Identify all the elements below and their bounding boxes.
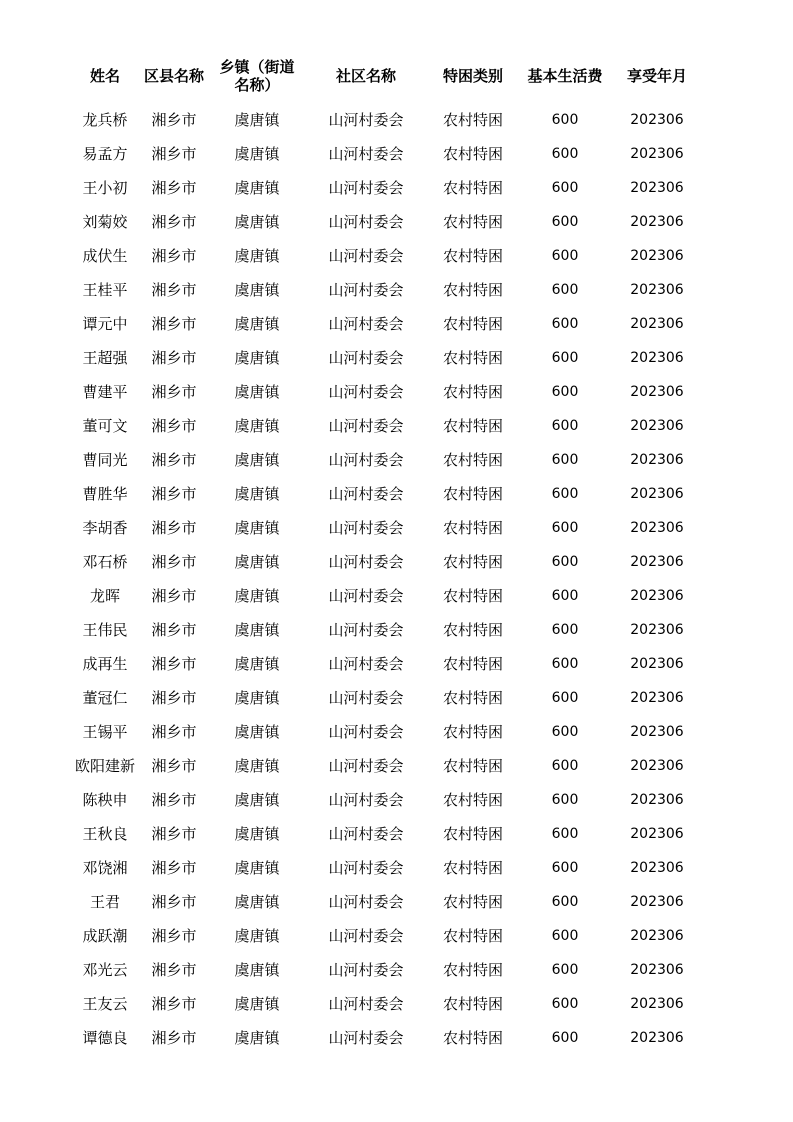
town-cell: 虞唐镇 — [234, 1029, 280, 1047]
name-cell: 邓饶湘 — [82, 859, 128, 877]
category-cell: 农村特困 — [442, 315, 503, 333]
month-cell: 202306 — [630, 622, 684, 638]
town-cell: 虞唐镇 — [234, 417, 280, 435]
category-cell: 农村特困 — [442, 519, 503, 537]
category-cell: 农村特困 — [442, 757, 503, 775]
month-cell: 202306 — [630, 384, 684, 400]
fee-cell: 600 — [551, 486, 579, 502]
table-row — [0, 409, 793, 443]
category-cell: 农村特困 — [442, 587, 503, 605]
table-row — [0, 375, 793, 409]
fee-cell: 600 — [551, 520, 579, 536]
town-cell: 虞唐镇 — [234, 247, 280, 265]
county-cell: 湘乡市 — [151, 757, 197, 775]
table-row — [0, 749, 793, 783]
town-cell: 虞唐镇 — [234, 961, 280, 979]
county-cell: 湘乡市 — [151, 179, 197, 197]
month-cell: 202306 — [630, 588, 684, 604]
county-cell: 湘乡市 — [151, 893, 197, 911]
fee-cell: 600 — [551, 622, 579, 638]
county-cell: 湘乡市 — [151, 451, 197, 469]
category-cell: 农村特困 — [442, 825, 503, 843]
name-cell: 王桂平 — [82, 281, 128, 299]
table-row — [0, 817, 793, 851]
community-cell: 山河村委会 — [328, 111, 404, 129]
town-cell: 虞唐镇 — [234, 689, 280, 707]
category-cell: 农村特困 — [442, 655, 503, 673]
town-cell: 虞唐镇 — [234, 111, 280, 129]
town-cell: 虞唐镇 — [234, 315, 280, 333]
name-cell: 龙晖 — [89, 587, 120, 605]
table-row — [0, 987, 793, 1021]
category-cell: 农村特困 — [442, 859, 503, 877]
community-cell: 山河村委会 — [328, 825, 404, 843]
fee-cell: 600 — [551, 996, 579, 1012]
community-cell: 山河村委会 — [328, 723, 404, 741]
name-cell: 王秋良 — [82, 825, 128, 843]
town-cell: 虞唐镇 — [234, 893, 280, 911]
fee-cell: 600 — [551, 214, 579, 230]
table-row — [0, 919, 793, 953]
month-cell: 202306 — [630, 962, 684, 978]
town-cell: 虞唐镇 — [234, 791, 280, 809]
fee-cell: 600 — [551, 418, 579, 434]
community-cell: 山河村委会 — [328, 893, 404, 911]
month-cell: 202306 — [630, 1030, 684, 1046]
name-cell: 王超强 — [82, 349, 128, 367]
category-cell: 农村特困 — [442, 791, 503, 809]
county-cell: 湘乡市 — [151, 111, 197, 129]
county-cell: 湘乡市 — [151, 417, 197, 435]
table-row — [0, 205, 793, 239]
category-cell: 农村特困 — [442, 927, 503, 945]
community-cell: 山河村委会 — [328, 859, 404, 877]
category-cell: 农村特困 — [442, 145, 503, 163]
fee-cell: 600 — [551, 1030, 579, 1046]
county-cell: 湘乡市 — [151, 723, 197, 741]
town-cell: 虞唐镇 — [234, 213, 280, 231]
town-cell: 虞唐镇 — [234, 655, 280, 673]
fee-cell: 600 — [551, 350, 579, 366]
fee-cell: 600 — [551, 724, 579, 740]
table-row — [0, 273, 793, 307]
county-cell: 湘乡市 — [151, 1029, 197, 1047]
fee-cell: 600 — [551, 656, 579, 672]
community-cell: 山河村委会 — [328, 247, 404, 265]
category-cell: 农村特困 — [442, 281, 503, 299]
month-cell: 202306 — [630, 486, 684, 502]
category-cell: 农村特困 — [442, 961, 503, 979]
header-category: 特困类别 — [442, 67, 503, 85]
county-cell: 湘乡市 — [151, 961, 197, 979]
category-cell: 农村特困 — [442, 485, 503, 503]
name-cell: 邓光云 — [82, 961, 128, 979]
fee-cell: 600 — [551, 962, 579, 978]
header-town: 乡镇（街道名称） — [219, 58, 295, 94]
name-cell: 成再生 — [82, 655, 128, 673]
county-cell: 湘乡市 — [151, 247, 197, 265]
town-cell: 虞唐镇 — [234, 995, 280, 1013]
town-cell: 虞唐镇 — [234, 349, 280, 367]
month-cell: 202306 — [630, 520, 684, 536]
category-cell: 农村特困 — [442, 553, 503, 571]
table-body — [0, 103, 793, 1055]
name-cell: 董可文 — [82, 417, 128, 435]
category-cell: 农村特困 — [442, 349, 503, 367]
table-row — [0, 579, 793, 613]
table-row — [0, 885, 793, 919]
county-cell: 湘乡市 — [151, 213, 197, 231]
fee-cell: 600 — [551, 758, 579, 774]
name-cell: 曹胜华 — [82, 485, 128, 503]
fee-cell: 600 — [551, 894, 579, 910]
county-cell: 湘乡市 — [151, 519, 197, 537]
table-row — [0, 681, 793, 715]
community-cell: 山河村委会 — [328, 179, 404, 197]
category-cell: 农村特困 — [442, 417, 503, 435]
header-fee: 基本生活费 — [527, 67, 603, 85]
name-cell: 董冠仁 — [82, 689, 128, 707]
category-cell: 农村特困 — [442, 1029, 503, 1047]
community-cell: 山河村委会 — [328, 519, 404, 537]
name-cell: 李胡香 — [82, 519, 128, 537]
name-cell: 谭元中 — [82, 315, 128, 333]
name-cell: 曹同光 — [82, 451, 128, 469]
category-cell: 农村特困 — [442, 995, 503, 1013]
table-row — [0, 545, 793, 579]
category-cell: 农村特困 — [442, 451, 503, 469]
town-cell: 虞唐镇 — [234, 383, 280, 401]
community-cell: 山河村委会 — [328, 927, 404, 945]
county-cell: 湘乡市 — [151, 587, 197, 605]
fee-cell: 600 — [551, 792, 579, 808]
community-cell: 山河村委会 — [328, 621, 404, 639]
county-cell: 湘乡市 — [151, 859, 197, 877]
month-cell: 202306 — [630, 724, 684, 740]
town-cell: 虞唐镇 — [234, 281, 280, 299]
month-cell: 202306 — [630, 180, 684, 196]
fee-cell: 600 — [551, 146, 579, 162]
name-cell: 陈秧申 — [82, 791, 128, 809]
table-row — [0, 715, 793, 749]
category-cell: 农村特困 — [442, 213, 503, 231]
fee-cell: 600 — [551, 282, 579, 298]
header-community: 社区名称 — [335, 67, 396, 85]
month-cell: 202306 — [630, 112, 684, 128]
table-row — [0, 1021, 793, 1055]
month-cell: 202306 — [630, 146, 684, 162]
month-cell: 202306 — [630, 792, 684, 808]
town-cell: 虞唐镇 — [234, 825, 280, 843]
month-cell: 202306 — [630, 418, 684, 434]
header-name: 姓名 — [89, 67, 120, 85]
name-cell: 易孟方 — [82, 145, 128, 163]
name-cell: 刘菊姣 — [82, 213, 128, 231]
county-cell: 湘乡市 — [151, 383, 197, 401]
category-cell: 农村特困 — [442, 111, 503, 129]
county-cell: 湘乡市 — [151, 791, 197, 809]
community-cell: 山河村委会 — [328, 961, 404, 979]
month-cell: 202306 — [630, 248, 684, 264]
table-row — [0, 171, 793, 205]
town-cell: 虞唐镇 — [234, 519, 280, 537]
fee-cell: 600 — [551, 112, 579, 128]
county-cell: 湘乡市 — [151, 349, 197, 367]
table-row — [0, 851, 793, 885]
county-cell: 湘乡市 — [151, 145, 197, 163]
community-cell: 山河村委会 — [328, 383, 404, 401]
community-cell: 山河村委会 — [328, 417, 404, 435]
month-cell: 202306 — [630, 894, 684, 910]
community-cell: 山河村委会 — [328, 995, 404, 1013]
category-cell: 农村特困 — [442, 179, 503, 197]
month-cell: 202306 — [630, 758, 684, 774]
header-county: 区县名称 — [143, 67, 204, 85]
fee-cell: 600 — [551, 928, 579, 944]
fee-cell: 600 — [551, 826, 579, 842]
name-cell: 欧阳建新 — [74, 757, 135, 775]
category-cell: 农村特困 — [442, 893, 503, 911]
community-cell: 山河村委会 — [328, 791, 404, 809]
county-cell: 湘乡市 — [151, 927, 197, 945]
fee-cell: 600 — [551, 248, 579, 264]
town-cell: 虞唐镇 — [234, 145, 280, 163]
town-cell: 虞唐镇 — [234, 723, 280, 741]
name-cell: 龙兵桥 — [82, 111, 128, 129]
category-cell: 农村特困 — [442, 689, 503, 707]
month-cell: 202306 — [630, 690, 684, 706]
county-cell: 湘乡市 — [151, 689, 197, 707]
name-cell: 王君 — [89, 893, 120, 911]
table-row — [0, 613, 793, 647]
name-cell: 王锡平 — [82, 723, 128, 741]
fee-cell: 600 — [551, 316, 579, 332]
table-row — [0, 443, 793, 477]
month-cell: 202306 — [630, 554, 684, 570]
community-cell: 山河村委会 — [328, 587, 404, 605]
table-row — [0, 137, 793, 171]
month-cell: 202306 — [630, 860, 684, 876]
table-row — [0, 477, 793, 511]
community-cell: 山河村委会 — [328, 213, 404, 231]
month-cell: 202306 — [630, 282, 684, 298]
table-row — [0, 783, 793, 817]
month-cell: 202306 — [630, 928, 684, 944]
town-cell: 虞唐镇 — [234, 587, 280, 605]
town-cell: 虞唐镇 — [234, 859, 280, 877]
month-cell: 202306 — [630, 826, 684, 842]
town-cell: 虞唐镇 — [234, 485, 280, 503]
fee-cell: 600 — [551, 588, 579, 604]
fee-cell: 600 — [551, 860, 579, 876]
county-cell: 湘乡市 — [151, 655, 197, 673]
community-cell: 山河村委会 — [328, 281, 404, 299]
category-cell: 农村特困 — [442, 621, 503, 639]
county-cell: 湘乡市 — [151, 281, 197, 299]
table-header — [0, 52, 793, 100]
fee-cell: 600 — [551, 690, 579, 706]
month-cell: 202306 — [630, 350, 684, 366]
name-cell: 谭德良 — [82, 1029, 128, 1047]
table-row — [0, 341, 793, 375]
name-cell: 邓石桥 — [82, 553, 128, 571]
community-cell: 山河村委会 — [328, 145, 404, 163]
name-cell: 曹建平 — [82, 383, 128, 401]
category-cell: 农村特困 — [442, 723, 503, 741]
community-cell: 山河村委会 — [328, 655, 404, 673]
county-cell: 湘乡市 — [151, 995, 197, 1013]
table-row — [0, 647, 793, 681]
community-cell: 山河村委会 — [328, 315, 404, 333]
table-row — [0, 953, 793, 987]
county-cell: 湘乡市 — [151, 621, 197, 639]
town-cell: 虞唐镇 — [234, 621, 280, 639]
fee-cell: 600 — [551, 452, 579, 468]
fee-cell: 600 — [551, 180, 579, 196]
table-row — [0, 307, 793, 341]
fee-cell: 600 — [551, 384, 579, 400]
name-cell: 成伏生 — [82, 247, 128, 265]
month-cell: 202306 — [630, 214, 684, 230]
name-cell: 王友云 — [82, 995, 128, 1013]
county-cell: 湘乡市 — [151, 553, 197, 571]
county-cell: 湘乡市 — [151, 485, 197, 503]
community-cell: 山河村委会 — [328, 553, 404, 571]
table-row — [0, 239, 793, 273]
category-cell: 农村特困 — [442, 247, 503, 265]
community-cell: 山河村委会 — [328, 451, 404, 469]
town-cell: 虞唐镇 — [234, 927, 280, 945]
county-cell: 湘乡市 — [151, 315, 197, 333]
town-cell: 虞唐镇 — [234, 451, 280, 469]
name-cell: 成跃潮 — [82, 927, 128, 945]
town-cell: 虞唐镇 — [234, 757, 280, 775]
month-cell: 202306 — [630, 316, 684, 332]
header-month: 享受年月 — [626, 67, 687, 85]
name-cell: 王伟民 — [82, 621, 128, 639]
fee-cell: 600 — [551, 554, 579, 570]
table-row — [0, 511, 793, 545]
community-cell: 山河村委会 — [328, 485, 404, 503]
name-cell: 王小初 — [82, 179, 128, 197]
county-cell: 湘乡市 — [151, 825, 197, 843]
community-cell: 山河村委会 — [328, 757, 404, 775]
month-cell: 202306 — [630, 656, 684, 672]
month-cell: 202306 — [630, 452, 684, 468]
table-row — [0, 103, 793, 137]
month-cell: 202306 — [630, 996, 684, 1012]
town-cell: 虞唐镇 — [234, 179, 280, 197]
town-cell: 虞唐镇 — [234, 553, 280, 571]
category-cell: 农村特困 — [442, 383, 503, 401]
community-cell: 山河村委会 — [328, 689, 404, 707]
community-cell: 山河村委会 — [328, 1029, 404, 1047]
community-cell: 山河村委会 — [328, 349, 404, 367]
